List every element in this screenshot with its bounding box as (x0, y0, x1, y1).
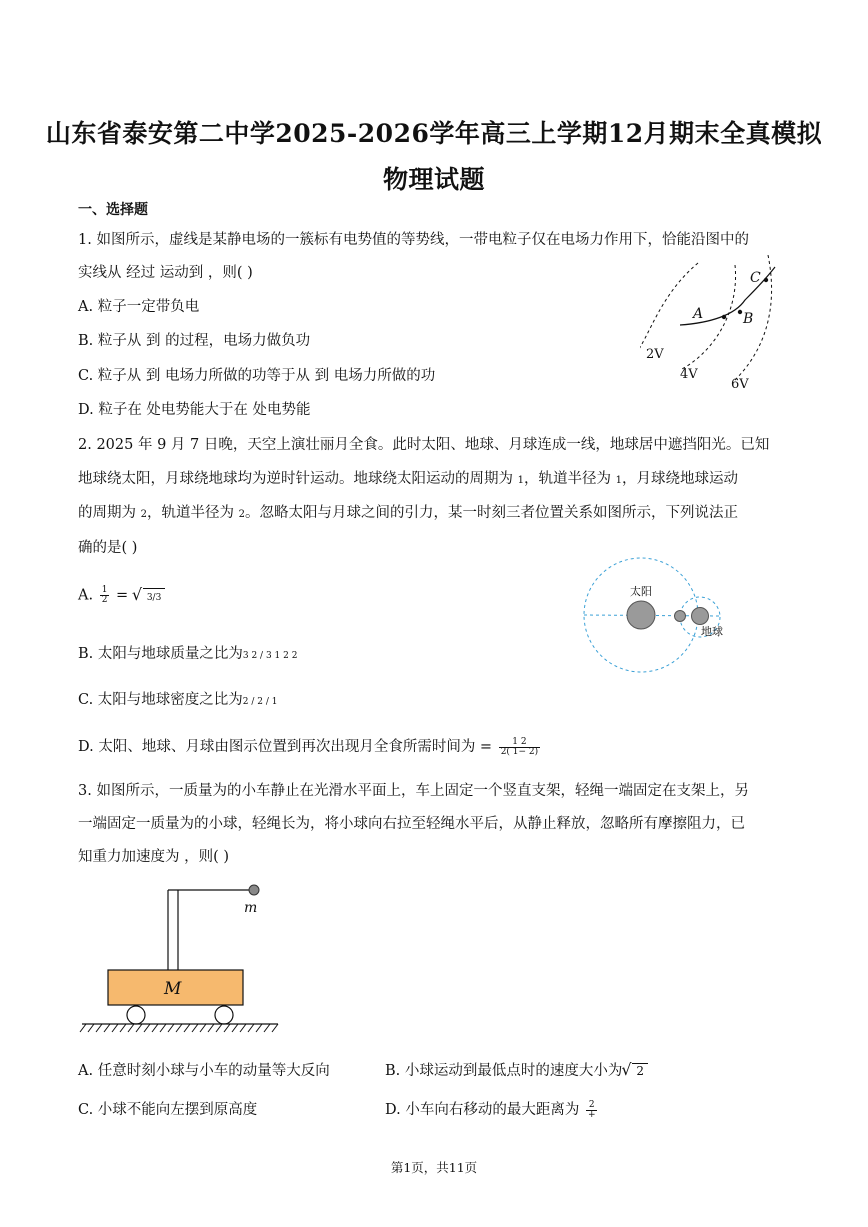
q2-stem-line4: 确的是( ) (78, 540, 138, 556)
q2-eclipse-orbit-figure (580, 555, 730, 675)
q1-fig-label-b: B (743, 311, 754, 327)
q2-stem-line1: 2. 2025 年 9 月 7 日晚，天空上演壮丽月全食。此时太阳、地球、月球连成一线，地球居中遮挡阳光。已知 (78, 437, 770, 453)
q1-option-c: C. 粒子从 到 电场力所做的功等于从 到 电场力所做的功 (78, 368, 436, 384)
exam-title-line2: 物理试题 (382, 165, 485, 194)
q1-stem-line2: 实线从 经过 运动到 ，则( ) (78, 265, 253, 281)
q3-option-d: D. 小车向右移动的最大距离为 $\frac{2}{+}$ (385, 1099, 596, 1120)
q3-stem-line3: 知重力加速度为 ，则( ) (78, 849, 230, 865)
q3-option-c: C. 小球不能向左摆到原高度 (78, 1102, 258, 1118)
q1-fig-label-a: A (693, 306, 704, 322)
q3-cart-pendulum-figure (78, 880, 288, 1040)
q1-option-d: D. 粒子在 处电势能大于在 处电势能 (78, 402, 311, 418)
q2-option-b: B. 太阳与地球质量之比为3 2 / 3 1 2 2 (78, 646, 298, 662)
q3-stem-line1: 3. 如图所示，一质量为的小车静止在光滑水平面上，车上固定一个竖直支架，轻绳一端固定在支架上，另 (78, 783, 749, 799)
q2-fig-label-earth: 地球 (701, 625, 723, 638)
q1-fig-label-4v: 4V (680, 367, 698, 382)
q3-stem-line2: 一端固定一质量为的小球，轻绳长为，将小球向右拉至轻绳水平后，从静止释放，忽略所有摩擦阻力，已 (78, 816, 745, 832)
q2-option-a: A. $\frac{1}{2}$ = √ 3/3 (78, 586, 165, 605)
q3-fig-label-M: M (164, 979, 182, 999)
q3-option-b: B. 小球运动到最低点时的速度大小为√ 2 (385, 1059, 648, 1080)
q1-stem-line1: 1. 如图所示，虚线是某静电场的一簇标有电势值的等势线，一带电粒子仅在电场力作用下，恰能沿图中的 (78, 232, 749, 248)
q3-option-a: A. 任意时刻小球与小车的动量等大反向 (78, 1063, 330, 1079)
q2-fig-label-sun: 太阳 (630, 585, 652, 598)
q2-option-a-sqrt: √ 3/3 (143, 588, 165, 603)
q2-stem-line2: 地球绕太阳，月球绕地球均为逆时针运动。地球绕太阳运动的周期为 1，轨道半径为 1，月球绕地球运动 (78, 471, 738, 487)
q2-stem-line3: 的周期为 2，轨道半径为 2。忽略太阳与月球之间的引力，某一时刻三者位置关系如图所示，下列说法正 (78, 505, 738, 521)
q1-fig-label-2v: 2V (646, 347, 664, 362)
q1-fig-label-c: C (750, 270, 761, 286)
section-heading: 一、选择题 (78, 202, 148, 218)
q3-fig-label-m: m (244, 900, 258, 916)
exam-title-line1: 山东省泰安第二中学2025-2026学年高三上学期12月期末全真模拟 (45, 119, 823, 148)
q2-option-c: C. 太阳与地球密度之比为2 / 2 / 1 (78, 692, 278, 708)
page-footer: 第1页，共11页 (390, 1160, 478, 1175)
q1-option-b: B. 粒子从 到 的过程，电场力做负功 (78, 333, 311, 349)
q1-option-a: A. 粒子一定带负电 (78, 299, 200, 315)
q1-fig-label-6v: 6V (731, 377, 749, 392)
q2-option-d: D. 太阳、地球、月球由图示位置到再次出现月全食所需时间为 = $\frac{1 2}{2( 1- 2)}$ (78, 736, 539, 757)
q1-equipotential-figure (640, 255, 790, 395)
